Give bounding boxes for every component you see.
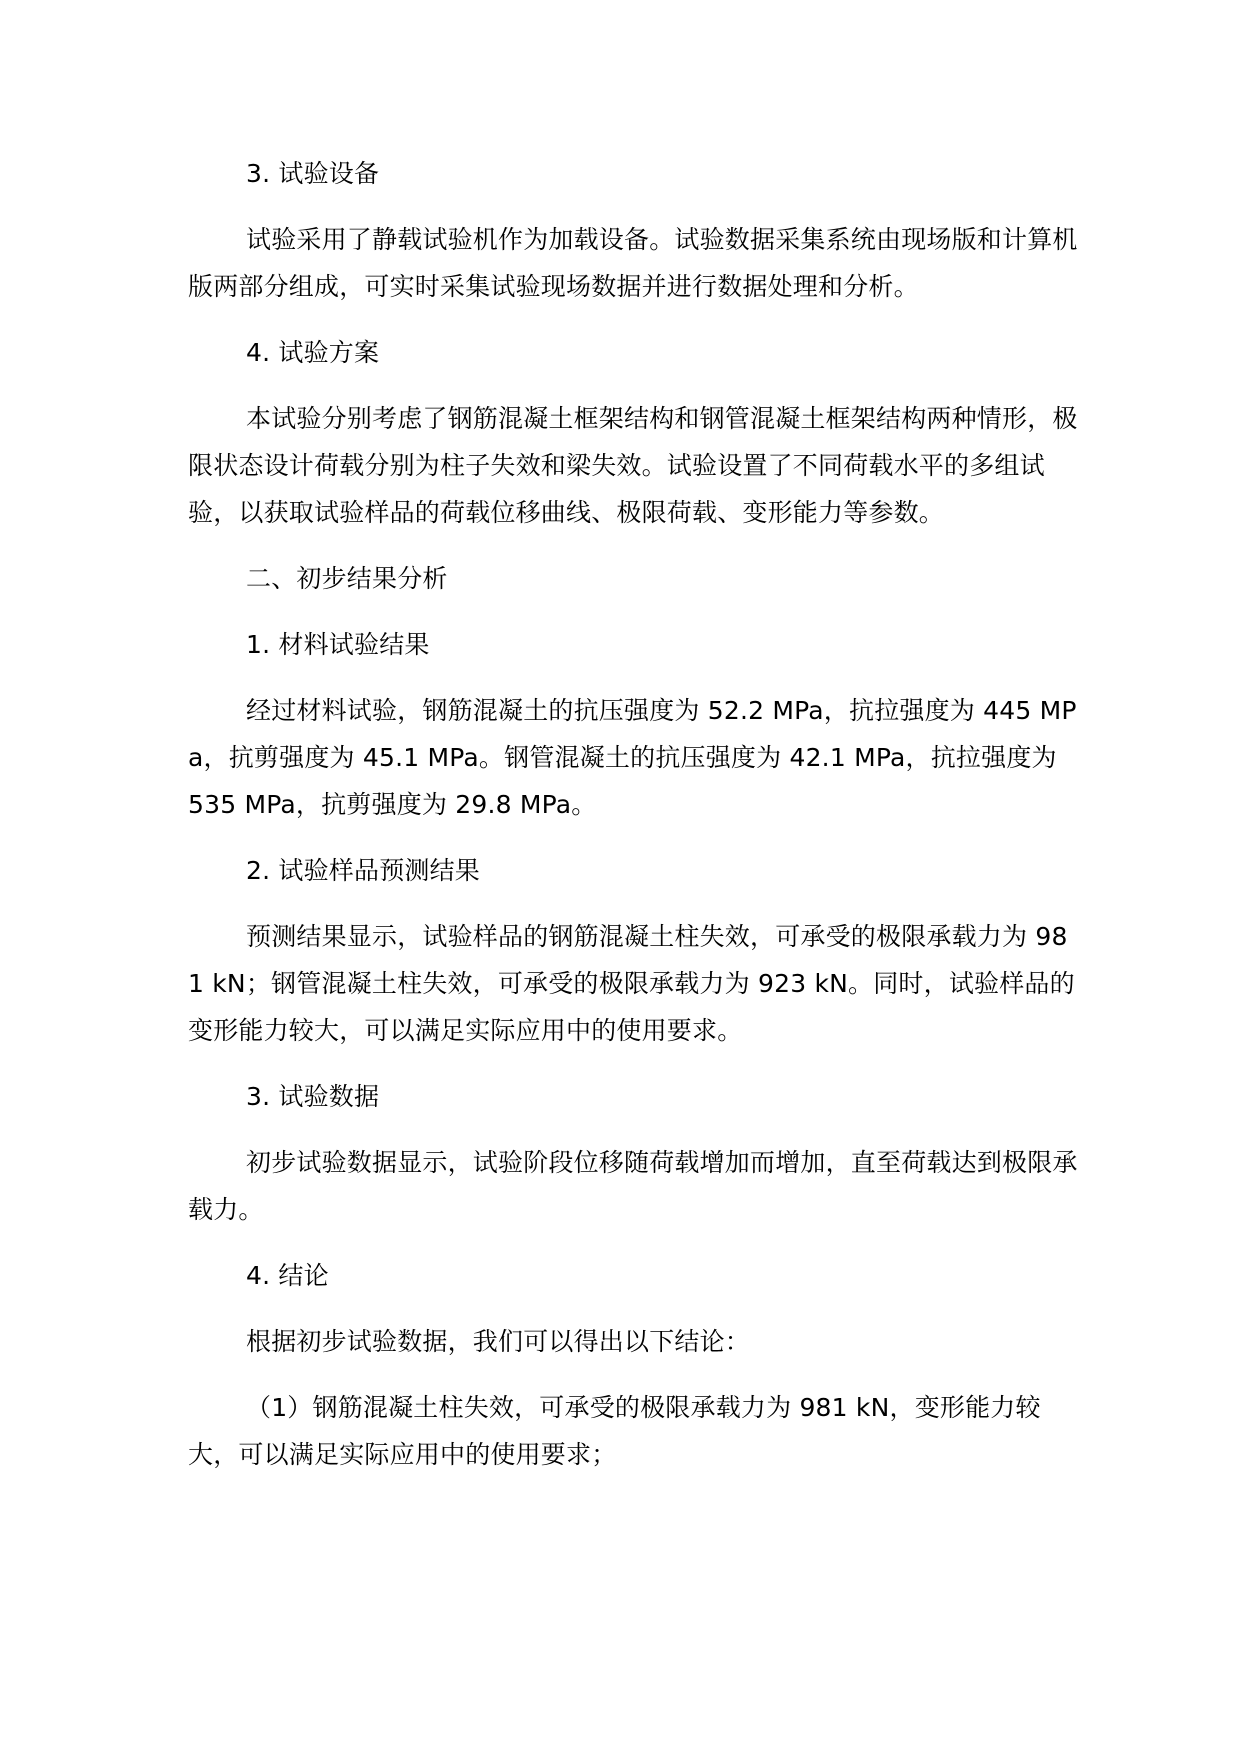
paragraph-conclusion-item-1: （1）钢筋混凝土柱失效，可承受的极限承载力为 981 kN，变形能力较大，可以满足实际应用中的使用要求； [188,1393,1041,1469]
paragraph-test-equipment: 试验采用了静载试验机作为加载设备。试验数据采集系统由现场版和计算机版两部分组成，可实时采集试验现场数据并进行数据处理和分析。 [188,225,1078,301]
section-heading-conclusion: 4. 结论 [246,1261,329,1290]
paragraph-material-results: 经过材料试验，钢筋混凝土的抗压强度为 52.2 MPa，抗拉强度为 445 MPa，抗剪强度为 45.1 MPa。钢管混凝土的抗压强度为 42.1 MPa，抗拉强度为 535 MPa，抗剪强度为 29.8 MPa。 [188,696,1077,819]
paragraph-test-data: 初步试验数据显示，试验阶段位移随荷载增加而增加，直至荷载达到极限承载力。 [188,1148,1078,1224]
section-heading-test-plan: 4. 试验方案 [246,338,380,367]
section-heading-material-results: 1. 材料试验结果 [246,630,430,659]
section-heading-test-equipment: 3. 试验设备 [246,159,380,188]
document-body [188,150,1080,1497]
paragraph-prediction-results: 预测结果显示，试验样品的钢筋混凝土柱失效，可承受的极限承载力为 981 kN；钢管混凝土柱失效，可承受的极限承载力为 923 kN。同时，试验样品的变形能力较大，可以满足实际应用中的使用要求。 [188,922,1075,1045]
chapter-heading-preliminary-results: 二、初步结果分析 [246,564,448,593]
section-heading-test-data: 3. 试验数据 [246,1082,380,1111]
paragraph-test-plan: 本试验分别考虑了钢筋混凝土框架结构和钢管混凝土框架结构两种情形，极限状态设计荷载分别为柱子失效和梁失效。试验设置了不同荷载水平的多组试验，以获取试验样品的荷载位移曲线、极限荷载、变形能力等参数。 [188,404,1078,527]
paragraph-conclusion-intro: 根据初步试验数据，我们可以得出以下结论： [246,1327,751,1356]
section-heading-prediction-results: 2. 试验样品预测结果 [246,856,481,885]
